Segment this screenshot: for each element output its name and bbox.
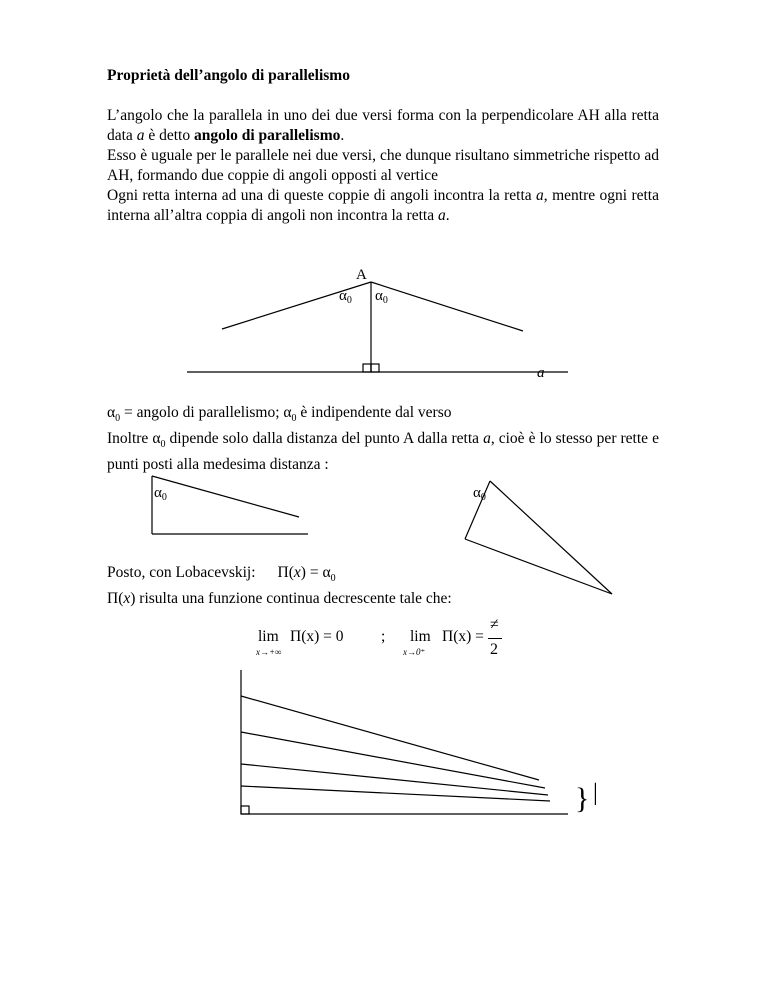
angle-label-left: $\alpha_0$ xyxy=(339,288,352,306)
alpha-definition-line: $\alpha_0$ = angolo di parallelismo; $\alpha_0$ è indipendente dal verso xyxy=(107,404,452,425)
lim-left: lim xyxy=(258,628,279,645)
section-title: Proprietà dell’angolo di parallelismo xyxy=(107,67,350,84)
fig3-right-angle-mark xyxy=(241,806,249,814)
intro-paragraphs xyxy=(107,106,659,226)
triangle1-hypotenuse xyxy=(152,476,299,517)
paragraph-intersection: Ogni retta interna ad una di queste coppie di angoli incontra la retta a, mentre ogni retta interna all’altra coppia di angoli non incontra la retta a. xyxy=(107,187,659,224)
lobacevskij-definition xyxy=(107,563,659,609)
lim-right-expr: Π(x) = xyxy=(442,628,484,645)
right-parallel-line xyxy=(371,282,523,331)
fig3-line-4 xyxy=(241,786,550,801)
pi-function-line: Π(x) risulta una funzione continua decrescente tale che: xyxy=(107,590,452,608)
point-A-label: A xyxy=(356,267,367,283)
lim-right-denominator: 2 xyxy=(490,641,498,658)
paragraph-definition: L’angolo che la parallela in uno dei due versi forma con la perpendicolare AH alla retta data a è detto angolo di parallelismo. xyxy=(107,107,659,144)
triangle1-angle-label: $\alpha_0$ xyxy=(154,485,167,503)
lim-right-sub: x→0⁺ xyxy=(403,647,426,657)
fig3-bar: | xyxy=(593,780,598,806)
lim-left-expr: Π(x) = 0 xyxy=(290,628,344,645)
fig3-line-2 xyxy=(241,732,545,788)
right-angle-mark-right xyxy=(371,364,379,372)
fig3-brace: } xyxy=(575,782,590,815)
right-angle-mark-left xyxy=(363,364,371,372)
posto-line: Posto, con Lobacevskij: $\Pi(x) = \alpha_0$ xyxy=(107,564,336,585)
lim-right: lim xyxy=(410,628,431,645)
fig3-line-3 xyxy=(241,764,548,795)
lim-left-sub: x→+∞ xyxy=(256,647,282,657)
lim-separator: ; xyxy=(381,628,386,645)
lim-right-numerator: ≠ xyxy=(490,616,499,633)
line-a-label: a xyxy=(537,365,545,381)
fig3-line-1 xyxy=(241,696,539,780)
left-parallel-line xyxy=(222,282,371,329)
alpha-distance-line: Inoltre $\alpha_0$ dipende solo dalla distanza del punto A dalla retta a, cioè è lo stesso per rette e punti posti alla medesima distanza : xyxy=(107,430,659,474)
angle-label-right: $\alpha_0$ xyxy=(375,288,388,306)
triangle2-angle-label: $\alpha_0$ xyxy=(473,485,486,503)
alpha-explanation xyxy=(107,403,659,475)
triangle2-side xyxy=(465,481,490,539)
fraction-bar xyxy=(488,638,502,639)
paragraph-symmetry: Esso è uguale per le parallele nei due versi, che dunque risultano simmetriche rispetto ad AH, formando due coppie di angoli opposti al vertice xyxy=(107,147,659,184)
